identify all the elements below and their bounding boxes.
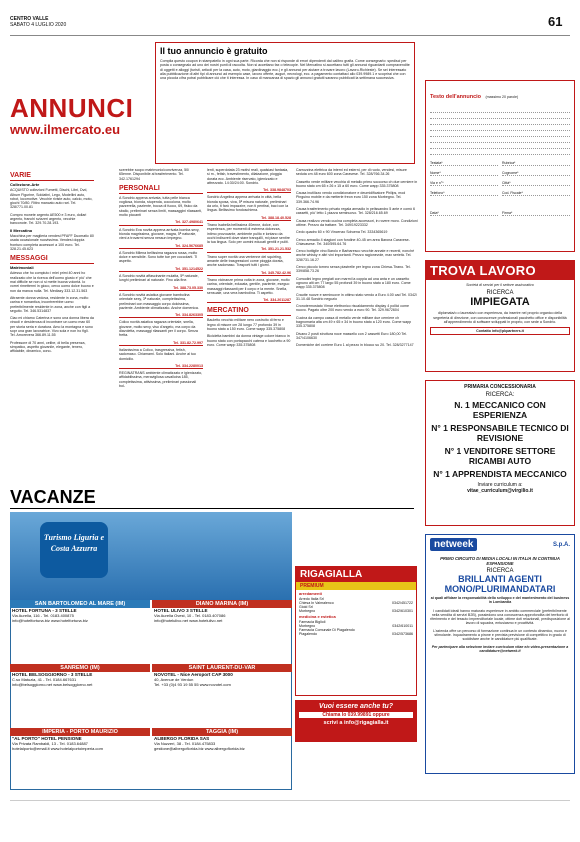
ad-text: Causa inutilizzo vendo condizionatore e deumidificatore Philips, mod Pinguino mobile e da metterle freon euro 150 zona Morbegno. Tel. 339.366.74.96 <box>296 191 406 204</box>
column-1 <box>10 168 94 484</box>
ad-phone: Tel. 334.2280013 <box>119 364 203 369</box>
ad-text: Comodini legno pregiati con marmi la coppia ad una anta e un cassetto ognuno alti cm 77 largo 55 profondi 39 in buono stato a 180 euro. Come wapp 335.375808 <box>296 276 411 290</box>
netweek-body-2: L'azienda offre un percorso di formazione continua in un contesto dinamico, nuovo e stimolante. Inquadramento a pirone e prevista previsione di competitivo in grado di soddisfare anche le candidature più qualificate. <box>432 628 568 642</box>
category-mercatino: Il Mercatino <box>10 227 33 233</box>
job-contact[interactable]: Contatto info@pkpartners.it <box>430 327 570 335</box>
ad-text: Crautte nuove e seminuove in ottimo stato vendo a Euro 4.00 cad Tel. 0342/ 31.10.48 Sondrio negozio <box>296 292 417 301</box>
ad-phone: Tel. 327.4980641 <box>119 220 203 225</box>
section-mercatino: MERCATINO <box>207 306 291 316</box>
ad-text: Adesso che ho compiuto i miei primi 40 anni ho realizzato che la ricerca dell'uomo giusto e' più' che mai difficile se non ci si mette buona volontà. Io vorrei rimettermi in gioco, cerco uomo dolce buono e non da manca nulla. Tel. Mediazy 333.12.31.563 <box>10 271 94 293</box>
vacanze-listings <box>10 600 292 790</box>
ad-text: A Sondrio novità affascinante mulatta, 5ª naturale, lunghi preliminari al naturale. Fino alla fine. <box>119 274 199 283</box>
rigagialla-promo <box>295 700 417 742</box>
ad-phone: Tel. 351.21.21.532 <box>207 247 291 252</box>
coupon-title: Testo dell'annuncio <box>430 94 482 100</box>
field-data[interactable]: Data* <box>430 211 498 216</box>
ad-phone: Tel. 388.18.40.528 <box>207 216 291 221</box>
dealer-role: N° 1 VENDITORE SETTORE RICAMBI AUTO <box>444 446 556 466</box>
dealer-ricerca: RICERCA: <box>485 392 515 398</box>
ad-text: Ciao mi chiamo Caterina e sono una donna libera da vincoli e desiderosa di incontrare un uomo max 60 per storia seria e duratura. Amo la montagna e sono sopr una gran lavoratrice. Vivo sola e non ho figli. Tel. Amorevera 366.89.11.55 <box>10 316 94 338</box>
ad-text: Carrozzina elettrica da interni ed esterni, per di ruoto, vendesi, misure seduta cm 48 euro 600 zona Caravese. Tel. 328/766.34.26 <box>296 168 407 177</box>
ad-text: Cassetto verde militare vecchia di metallo primo soccorso ch due cerniere in buono stato cm 65 x 26 x 15 a 60 euro. Come wapp 335.375808 <box>296 179 418 188</box>
ad-text: Attraente donna vedova, residente in zona, molto carina e romantica, incontrerebbe uomo preferibilmente residente in zona, anche con figli a seguito. Tel. 346.5314837 <box>10 295 91 313</box>
rigagialla-category: medicina e estetica <box>299 614 336 619</box>
promo-phone[interactable]: Chiama lo 039.99891 oppure <box>299 712 413 718</box>
dealer-role: N° 1 APPRENDISTA MECCANICO <box>433 469 567 479</box>
ad-text: Causa trasferimento privato regala armadio in pelissandro 5 ante e comò 6 cassetti, più' letto 1 piazza seminuovo. Tel. 328/216.65.69 <box>296 207 416 216</box>
rigagialla-category: arredamenti <box>299 591 322 596</box>
ad-text: Cerco piccolo torneo senza piastrelle per legno zona Chiesa-Tirano. Tel. 339/858.73.26 <box>296 265 411 274</box>
list-item: Farmacia Comunale Di Piagalendo <box>299 628 355 632</box>
job-ad-netweek <box>425 534 575 774</box>
dealer-title: PRIMARIA CONCESSIONARIA <box>464 384 536 390</box>
ad-text: Cerco bottiglie vino Barolo e Barbaresco vecchie annate e recenti, nonché anche whisky e altri vini importanti. Prezzo ragionevole, max serietà. Tel. 328/731.16.27 <box>296 249 415 262</box>
section-personali: PERSONALI <box>119 184 203 194</box>
masthead <box>10 16 66 28</box>
field-testata[interactable]: Testata* <box>430 161 498 166</box>
ad-text: Bicicletta bambini da donna vintage colore bianco in buono stato con portapacchi catena e lucchetto a 90 euro. Come wapp 335.375808 <box>207 334 291 347</box>
footer-divider <box>10 800 570 801</box>
issue-date: SABATO 4 LUGLIO 2020 <box>10 22 67 28</box>
category-collezione: Collezione-Arte <box>10 182 40 187</box>
list-item: Morbegno 0342/610301 <box>299 609 413 613</box>
ad-phone: Tel. 345.782.42.96 <box>207 271 291 276</box>
ad-text: Domeniche del corriere Euro 1 al pezzo in blocco su 20. Tel. 328/3277147 <box>296 343 414 348</box>
annunci-url[interactable]: www.ilmercato.eu <box>10 122 121 137</box>
promo-question: Vuoi essere anche tu? <box>318 703 394 710</box>
field-rubrica[interactable]: Rubrica* <box>502 161 570 166</box>
area-imperia: IMPERIA - PORTO MAURIZIO <box>10 728 150 736</box>
ad-phone: Tel. 388.73.05.330 <box>119 286 203 291</box>
ad-text: Tirano vicinanze prima volta in zona, giovane, molto carina, orientale, educata, gentile, paziente, eseguo massaggi rilassanti per il corpo e la mente. Snella, sensuale, una vera bambolina. Ti aspetto. <box>207 277 290 295</box>
ad-text: Cedo quadro 60 x 90 Vincenzo Sdruena Tel. 3334365619 <box>296 230 388 235</box>
ad-text: Compro monete argento AE500 e 3 euro, dollari argento, franchi svizzeri argento, vecchie banconote. Tel. 329.70.28.193. <box>10 212 87 226</box>
header-divider <box>10 35 570 36</box>
ad-text: Cerco armadio 4 stagioni con fondine 40-45 cm area Barona Caravese-Chiavasese. Tel. 340/595.64.76 <box>296 237 410 246</box>
rigagialla-logo: RIGAGIALLA <box>296 567 416 582</box>
field-nome[interactable]: Nome* <box>430 171 498 176</box>
section-messaggi: MESSAGGI <box>10 254 94 264</box>
area-san-bartolomeo: SAN BARTOLOMEO AL MARE (IM) <box>10 600 150 608</box>
ad-phone: Tel. 324.5676685 <box>119 244 203 249</box>
dealer-role: N° 1 RESPONSABILE TECNICO DI REVISIONE <box>431 423 569 443</box>
list-item: Farmacia Biglioli <box>299 620 326 624</box>
ad-text: Macchina per maglieria vendesi PFAFF Duomatic 80 usata occasionale nuovissima. Vendesi doppia fronturo completa accessori a 100 euro. Tel. 328.21.45.623 <box>10 233 94 251</box>
column-2 <box>119 168 203 484</box>
list-item: Piagalendo 0342/573686 <box>299 632 413 636</box>
area-diano-marina: DIANO MARINA (IM) <box>152 600 292 608</box>
ad-text: Tirano Isabella bellissima 40enne, dolce, con esperienza, per momenti di estrema dolcezza, intimo provocante, ambiente pulito e lontano da occhi indiscreti dove stare tranquilli, mi piace sentire la tua lingua. Solo per uomini educati gentili e puliti. <box>207 222 290 245</box>
field-telefono[interactable]: Telefono* <box>430 191 498 196</box>
list-item: Gioid Srl <box>299 605 313 609</box>
field-cognome[interactable]: Cognome* <box>502 171 570 176</box>
turismo-liguria-logo: Turismo Liguria e Costa Azzurra <box>40 522 108 578</box>
category-matrimoniali: Matrimoniali <box>10 265 34 271</box>
hotel-belsoggiorno: HOTEL BELSOGGIORNO - 3 STELLE C.so Matuzia, 41 - Tel. 0184.667631 info@belsoggiorno.net www.belsoggiorno.net <box>12 672 93 687</box>
netweek-ricerca: RICERCA <box>486 568 514 574</box>
ad-text: scerebbe scopo matrimonio/convivenza, 50/ 65enne. Disponibile al trasferimento. Tel. 342.1761294 <box>119 168 190 181</box>
field-firma[interactable]: Firma* <box>502 211 570 216</box>
ad-phone: Tel. 334.8263305 <box>119 313 203 318</box>
ad-text: Cronotermostato Vimar elettronico riscaldamento display 4 pollici come nuovo. Pagato oltre 200 euro vendo a euro 90. Tel. 329.9672604 <box>296 304 409 313</box>
ad-phone: Tel. 334.2011287 <box>207 298 291 303</box>
free-ad-info-box <box>155 42 415 164</box>
column-3 <box>207 168 291 484</box>
netweek-headline: PRIMO CIRCUITO DI MEDIA LOCALI IN ITALIA IN CONTINUA ESPANSIONE <box>440 556 560 566</box>
ad-phone: Tel. 351.1214522 <box>119 267 203 272</box>
ad-text: Bauletto vecchio militare nero costruito di ferro e legno di misure cm 28 lungo 77 profondo 39 in buono stato a 150 euro. Come wapp 335.375808 <box>207 318 286 332</box>
section-varie: VARIE <box>10 171 94 181</box>
section-title-annunci: ANNUNCI <box>10 93 134 123</box>
hotel-al-porto: "AL PORTO" HOTEL PENSIONE Via Privata Rambaldi, 13 - Tel. 0183.64887 hotelalporto@email.it www.hotelalportoimperia.com <box>12 736 103 751</box>
ad-text: Italianissima a Colico, trasgressiva, fetish, sadomaso. Chiamami. Solo italiani. Anche al tuo domicilio. <box>119 347 196 361</box>
area-sanremo: SANREMO (IM) <box>10 664 150 672</box>
job-ricerca: RICERCA <box>486 290 514 297</box>
netweek-body-1: I candidati ideali hanno maturato esperienze in ambito commerciale (preferibilmente nella vendita di servizi B2B), possiedono una conoscenza approfondita del territorio di riferimento e del tessuto imprenditoriale locale, ottime doti relazionali, predisposizione al lavoro di squadra, entusiasmo e proattività. <box>430 608 570 626</box>
job-company: Società di servizi per il settore assicurativo <box>466 283 534 287</box>
ad-text: A Sondrio novità asiatica giovane bambolina orientale sexy, 3ª naturale, completissima, preliminari con massaggio corpo dolcissima, paziente. Ambiente climatizzato. Anche domenica. <box>119 292 199 310</box>
netweek-role: BRILLANTI AGENTI MONO/PLURIMANDATARI <box>444 574 556 594</box>
promo-email[interactable]: scrivi a info@rigagialla.it <box>323 720 389 726</box>
ad-text: REGINATRANS ambiente climatizzato e igienizzato, affidabilissima, meravigliosa cavalloina 185, completissima, attivissima, preliminari passionali bol- <box>119 371 203 388</box>
hotel-ulivo: HOTEL ULIVO 3 STELLE Via Aurelia Ovest, 10 - Tel. 0183.407086 info@hotelulivo.net www.hotelulivo.net <box>154 608 226 623</box>
field-codice-fiscale[interactable]: Cod. Fiscale* <box>502 191 570 196</box>
trova-lavoro-header: TROVA LAVORO <box>426 261 574 280</box>
list-item: Morbegno 0342/610011 <box>299 624 413 628</box>
rigagialla-directory <box>295 566 417 696</box>
dealer-role: N. 1 MECCANICO CON ESPERIENZA <box>454 400 546 420</box>
ad-text: Tirano super novità una ventenne del squirting, amante delle trasgressioni come pioggia dorata, anche sadomaso. Trasporti tutti i giorni. <box>207 254 284 268</box>
field-citta[interactable]: Città* <box>502 181 570 186</box>
coupon-note: (massimo 20 parole) <box>485 95 519 99</box>
netweek-apply[interactable]: Per partecipare alla selezione inviare curriculum vitae e/o video-presentazione a candidature@netweek.it <box>431 644 569 653</box>
ad-text: Sondrio Angelina appena arrivata in città, bella bionda sposa, viva, 5ª misura naturale, preliminari da urlo, ti farò impazzire, non ti pentirai, baci con la lingua. Bellissimo fondoschiena. <box>207 195 289 213</box>
hotel-florida: ALBERGO FLORIDA SAS Via Nuzzeri, 38 - Tel. 0184.475833 gestione@albergoflorida.biz www.albergoflorida.biz <box>154 736 245 751</box>
netweek-logo: netweek <box>430 538 477 551</box>
ad-text: Divano 2 posti struttura noce massello con 2 cassetti Euro 180,00 Tel. 347/4106630 <box>296 331 408 340</box>
hotel-novotel: NOVOTEL - Nice Aeroport CAP 3000 40, Avenue de Verdun Tel. +33 (0)4 93 19 55 55 www.novotel.com <box>154 672 233 687</box>
ad-text: A Sondrio Milena bellissima ragazza russa, molto dolce e sensibile. Sono tutte tue per coccolarti. Ti aspetto. <box>119 250 198 264</box>
hotel-fortuna: HOTEL FORTUNA - 3 STELLE Via Aurelia, 116 - Tel. 0183.400875 info@hotelfortuna.biz www.hotelfortuna.biz <box>12 608 88 623</box>
job-ad-concessionaria <box>425 380 575 526</box>
section-title-vacanze: VACANZE <box>10 487 414 509</box>
job-description: diplomata/o o laureata/o con esperienza, da inserire nel proprio organico della segreteria di direzione, con conoscenze professionali pacchetto office e disponibilità all'apprendimento di software sviluppati in proprio, con sede a Sondrio. <box>433 311 567 324</box>
list-item: Arredo Italia Srl <box>299 597 324 601</box>
free-ad-title: Il tuo annuncio è gratuito <box>160 46 268 56</box>
ad-text: Cucina da campo cassa di metallo verde militare due cerniere ch bagnomaria alta cm 49 x 65 x 34 in buono stato a 120 euro. Come wapp 335.375808 <box>296 315 412 329</box>
field-via[interactable]: Via e n°* <box>430 181 498 186</box>
ad-text: A Sondrio Eva novita appena arrivata bomba sexy, bionda magrissima, giovane, magra, 5ª naturale, vieni a trovarmi senza nessun impegno. <box>119 227 200 241</box>
ad-text: lenti, superdotata 23 motivi reali, qualsiasi fantasia, sì m., fetish, travestimento, dilatazione, pioggia dorata ecc. Ambiente riservato, igienizzato e attrezzato. 14:30/24:00. Sondrio. <box>207 168 289 185</box>
ad-phone: Tel. 338.9848703 <box>207 188 291 193</box>
ad-text: A Sondrio appena arrivata, tutta pelle bianca vogliosa, bionda, stupenda, coccolona, molto pazzerella, paziente, bocca di fuoco, 69, fisico da sballo, preliminari senza limiti, massaggini rilassanti, molto piccanti <box>119 195 203 218</box>
dealer-cv: Inviare curriculum a: <box>477 482 523 488</box>
ad-text: ACQUISTO collezioni Fumetti, Dischi, Libri, Dvd, Album Figurine, Soldatini, Lego, Modellini auto, robot, locomotive. Vecchie riviste auto, calcio, moto, giochi 70/80. Ritiro mancato auto rari. Tel. 328/771.00.81 <box>10 188 93 210</box>
area-saint-laurent: SAINT LAURENT-DU-VAR <box>152 664 292 672</box>
ad-text: Causa realizzo vendo cucina completa accessori, in rovere moro. Condizioni ottime. Prezzo da trattare. Tel. 349/19223332 <box>296 218 418 227</box>
rigagialla-premium: PREMIUM <box>296 582 416 590</box>
ad-text: Colico novità asiatica ragazza orientale, snella, giovane, molto sexy, viso d'angelo, ma corpo da diavoletta, massaggi rilassanti per il corpo. Senza fretta. <box>119 320 198 338</box>
ad-text: Professore di 70 anni, celibe, di bella presenza, simpatico, aspetto giovanile, elegante, tenero, affidabile, dinamico, cono- <box>10 340 86 354</box>
paper-name: CENTRO VALLE <box>10 16 49 22</box>
job-ad-trova-lavoro <box>425 260 575 372</box>
netweek-sub: ai quali affidare la responsabilità dello sviluppo e del mantenimento del business in Lombardia <box>430 596 570 605</box>
area-taggia: TAGGIA (IM) <box>152 728 292 736</box>
ad-phone: Tel. 331.82.72.997 <box>119 341 203 346</box>
job-role: IMPIEGATA <box>470 296 530 309</box>
netweek-spa: S.p.A. <box>552 541 570 548</box>
free-ad-text: Compila questo coupon in stampatello in ogni sua parte. Ricorda che non si risponde di errori dipendenti dal calibro grafia. Come consegnarlo: spedisci per posta o consegnalo ad uno dei nostri punti di raccolta. Non si accettano fax o telecopie. Nel Mercatino si accettano tutti gli annunci riguardanti compravendite di oggetti e alloggi (turisti, articoli per la casa, auto, moto, giardinaggio ecc.) e gli annunci per aiutare a trovare lavoro (Lavoro-Richieste). Se sei interessato alla pubblicazione di altri tipi di annunci ad esempio case, lavoro offerte, auguri, necrologi, ecc. a pagamento contattaci allo 039.9989.1 e scoprirai che con una piccola cifra potrai pubblicare ciò che ti interessa. In caso di mancanza di spazio gli annunci gratuiti saranno pubblicati la settimana successiva. <box>160 59 410 81</box>
ad-coupon-form <box>425 80 575 252</box>
dealer-email[interactable]: vitae_curriculum@virgilio.it <box>467 488 533 494</box>
page-number: 61 <box>548 14 563 29</box>
list-item: Chiesa In Valmalenco 0342/451722 <box>299 601 413 605</box>
